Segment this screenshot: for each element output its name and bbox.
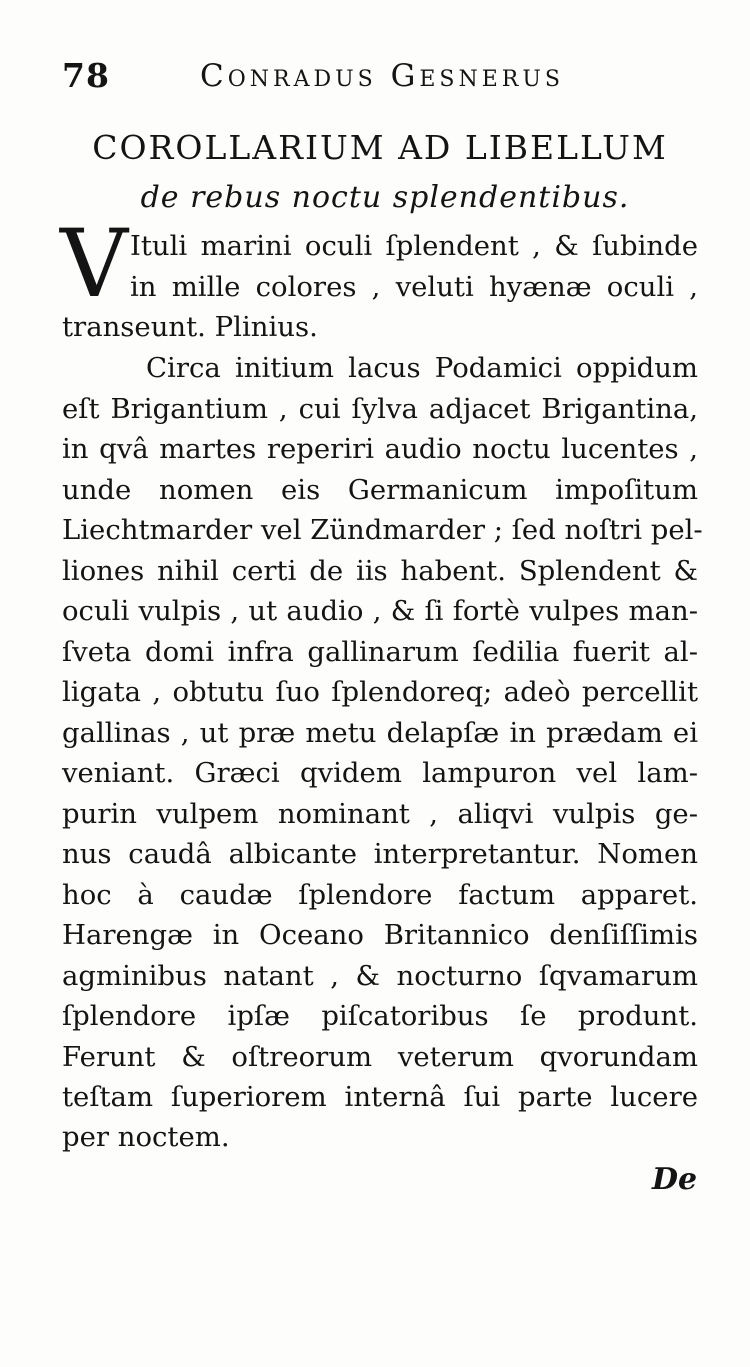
text-line: Ituli marini oculi ſplendent , & ſubinde <box>130 230 698 262</box>
text-line: Ferunt & oſtreorum veterum qvorundam <box>62 1041 698 1073</box>
text-line: per noctem. <box>62 1121 230 1153</box>
page-header <box>62 56 682 96</box>
drop-capital: V <box>60 210 128 319</box>
text-line: unde nomen eis Germanicum impoſitum <box>62 474 698 506</box>
text-line: veniant. Græci qvidem lampuron vel lam- <box>62 757 698 789</box>
section-subtitle: de rebus noctu splendentibus. <box>140 180 630 215</box>
page-number: 78 <box>62 56 110 95</box>
catchword: De <box>652 1162 698 1197</box>
text-line: agminibus natant , & nocturno ſqvamarum <box>62 960 698 992</box>
text-line: liones nihil certi de iis habent. Splendent & <box>62 555 698 587</box>
text-line: ligata , obtutu ſuo ſplendoreq; adeò percellit <box>62 676 698 708</box>
text-line: Harengæ in Oceano Britannico denſiſſimis <box>62 919 698 951</box>
running-head: Conradus Gesnerus <box>200 58 564 94</box>
text-line: eſt Brigantium , cui ſylva adjacet Brigantina, <box>62 393 698 425</box>
text-line: Circa initium lacus Podamici oppidum <box>146 352 698 384</box>
text-line: transeunt. Plinius. <box>62 311 318 343</box>
text-line: in qvâ martes reperiri audio noctu lucentes , <box>62 433 698 465</box>
text-line: ſplendore ipſæ piſcatoribus ſe produnt. <box>62 1000 698 1032</box>
text-line: oculi vulpis , ut audio , & ſi fortè vulpes man- <box>62 595 698 627</box>
text-line: ſveta domi infra gallinarum ſedilia fuerit al- <box>62 636 698 668</box>
text-line: hoc à caudæ ſplendore factum apparet. <box>62 879 698 911</box>
text-line: nus caudâ albicante interpretantur. Nomen <box>62 838 698 870</box>
text-line: Liechtmarder vel Zündmarder ; ſed noſtri pel- <box>62 514 703 546</box>
text-line: gallinas , ut præ metu delapſæ in prædam ei <box>62 717 698 749</box>
section-title: COROLLARIUM AD LIBELLUM <box>92 128 668 167</box>
text-line: in mille colores , veluti hyænæ oculi , <box>130 271 698 303</box>
text-line: purin vulpem nominant , aliqvi vulpis ge- <box>62 798 698 830</box>
text-line: teſtam ſuperiorem internâ ſui parte lucere <box>62 1081 698 1113</box>
